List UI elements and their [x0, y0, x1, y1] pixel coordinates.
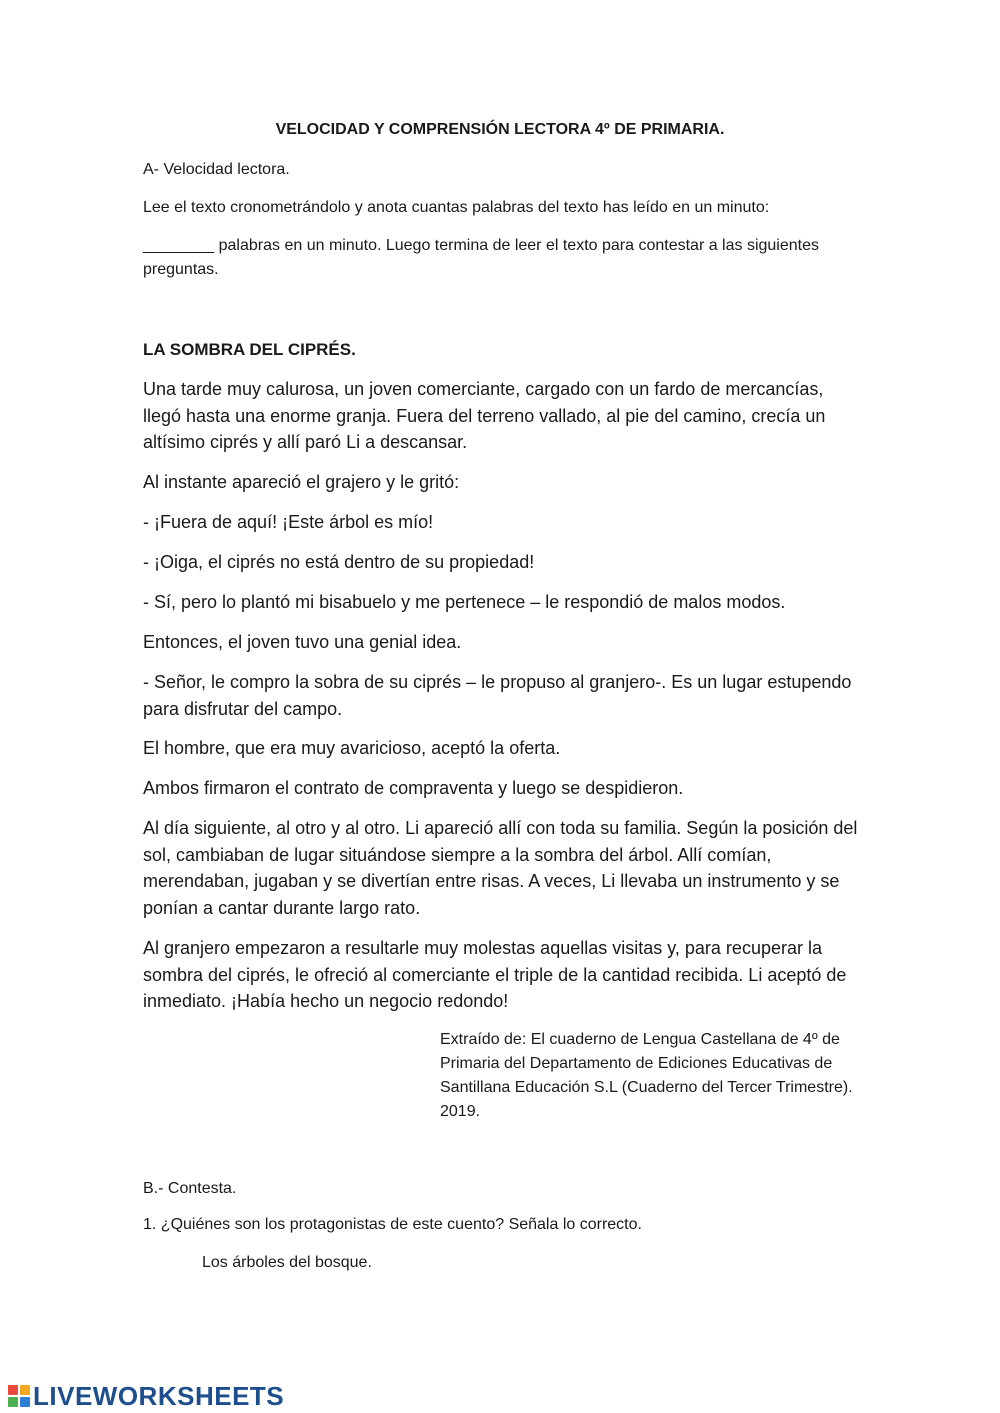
section-a-instruction: Lee el texto cronometrándolo y anota cuantas palabras del texto has leído en un minuto: — [143, 199, 770, 216]
logo-block-orange — [20, 1385, 30, 1395]
story-paragraph: El hombre, que era muy avaricioso, aceptó la oferta. — [143, 738, 561, 758]
liveworksheets-logo — [8, 1381, 284, 1411]
story-paragraph: Al granjero empezaron a resultarle muy molestas aquellas visitas y, para recuperar la sombra del ciprés, le ofreció al comerciante el triple de la cantidad recibida. Li aceptó de inmediato. ¡Había hecho un negocio redondo! — [143, 938, 847, 1011]
answer-option[interactable]: Los árboles del bosque. — [202, 1254, 372, 1271]
question-1: 1. ¿Quiénes son los protagonistas de este cuento? Señala lo correcto. — [143, 1216, 642, 1233]
words-per-minute-line-cont: preguntas. — [143, 261, 219, 278]
words-per-minute-line: ________ palabras en un minuto. Luego termina de leer el texto para contestar a las siguientes — [143, 237, 819, 254]
section-a-heading: A- Velocidad lectora. — [143, 161, 290, 178]
story-paragraph: Una tarde muy calurosa, un joven comerciante, cargado con un fardo de mercancías, llegó hasta una enorme granja. Fuera del terreno vallado, al pie del camino, crecía un altísimo ciprés y allí paró Li a descansar. — [143, 379, 826, 452]
story-paragraph: - ¡Oiga, el ciprés no está dentro de su propiedad! — [143, 552, 535, 572]
logo-block-red — [8, 1385, 18, 1395]
logo-block-green — [8, 1397, 18, 1407]
story-paragraph: - ¡Fuera de aquí! ¡Este árbol es mío! — [143, 512, 434, 532]
story-paragraph: - Sí, pero lo plantó mi bisabuelo y me pertenece – le respondió de malos modos. — [143, 592, 786, 612]
logo-text: LIVEWORKSHEETS — [33, 1380, 285, 1411]
story-paragraph: Al instante apareció el grajero y le gritó: — [143, 472, 460, 492]
logo-block-blue — [20, 1397, 30, 1407]
story-title: LA SOMBRA DEL CIPRÉS. — [143, 340, 356, 359]
source-citation: Extraído de: El cuaderno de Lengua Castellana de 4º de Primaria del Departamento de Ediciones Educativas de Santillana Educación S.L (Cuaderno del Tercer Trimestre). 2019. — [440, 1031, 853, 1120]
section-b-heading: B.- Contesta. — [143, 1180, 237, 1197]
logo-blocks-icon — [8, 1385, 30, 1407]
story-paragraph: Entonces, el joven tuvo una genial idea. — [143, 632, 462, 652]
story-paragraph: - Señor, le compro la sobra de su ciprés – le propuso al granjero-. Es un lugar estupendo para disfrutar del campo. — [143, 672, 852, 719]
page-title: VELOCIDAD Y COMPRENSIÓN LECTORA 4º DE PRIMARIA. — [275, 121, 725, 138]
story-paragraph: Ambos firmaron el contrato de compraventa y luego se despidieron. — [143, 778, 684, 798]
story-paragraph: Al día siguiente, al otro y al otro. Li apareció allí con toda su familia. Según la posición del sol, cambiaban de lugar situándose siempre a la sombra del árbol. Allí comían, merendaban, jugaban y se divertían entre risas. A veces, Li llevaba un instrumento y se ponían a cantar durante largo rato. — [143, 818, 858, 918]
